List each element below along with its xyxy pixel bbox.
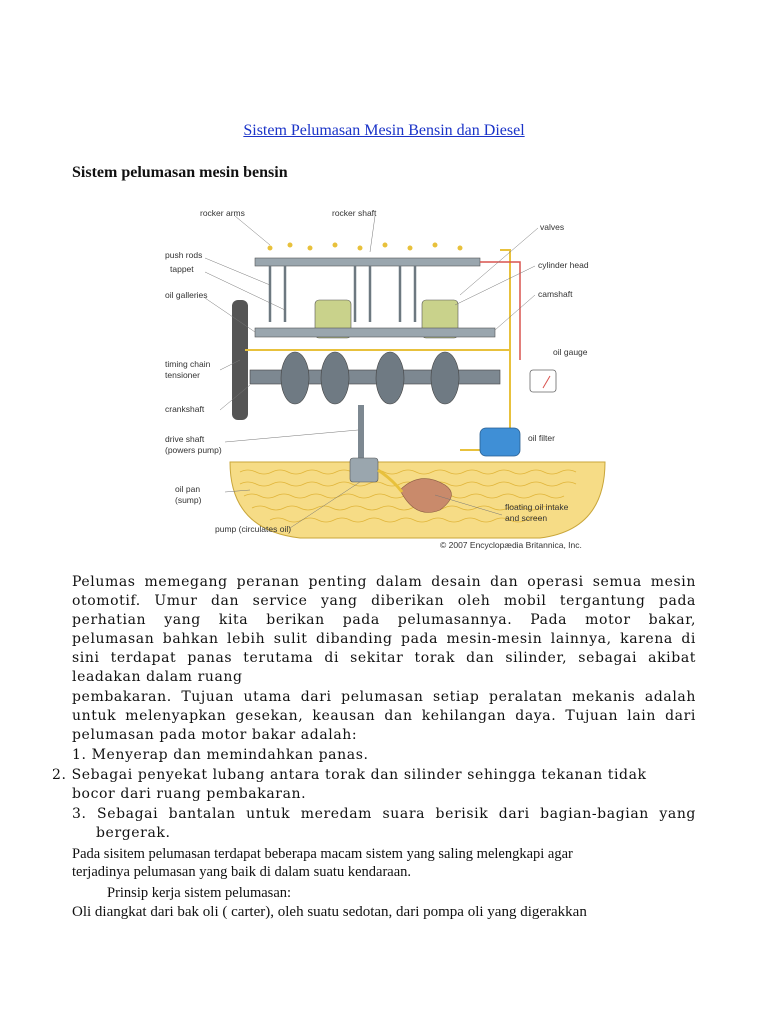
figure-copyright: © 2007 Encyclopædia Britannica, Inc. [440,540,582,550]
pressure-line [480,262,520,360]
label-oil-filter: oil filter [528,433,555,443]
label-rocker-arms: rocker arms [200,208,245,218]
list-item-2-cont: bocor dari ruang pembakaran. [72,786,307,802]
list-item-3: 3. Sebagai bantalan untuk meredam suara berisik dari bagian-bagian yang [72,806,696,822]
oil-drops-top [268,243,463,251]
label-pump: pump (circulates oil) [215,524,292,534]
label-floating-intake: floating oil intake [505,502,569,512]
oil-pump [350,458,378,482]
document-title[interactable]: Sistem Pelumasan Mesin Bensin dan Diesel [243,122,525,139]
engine-diagram-svg [160,200,615,560]
label-sump: (sump) [175,495,202,505]
body-line-7: pembakaran. Tujuan utama dari pelumasan setiap peralatan mekanis adalah [72,689,696,705]
body-line-5: sini terdapat panas terutama di sekitar torak dan silinder, sebagai akibat [72,650,696,666]
label-powers-pump: (powers pump) [165,445,222,455]
label-crankshaft: crankshaft [165,404,205,414]
label-rocker-shaft: rocker shaft [332,208,377,218]
paragraph-4: Oli diangkat dari bak oli ( carter), oleh suatu sedotan, dari pompa oli yang digerakkan [72,904,587,920]
list-item-2: 2. Sebagai penyekat lubang antara torak dan silinder sehingga tekanan tidak [52,767,647,783]
label-tensioner: tensioner [165,370,200,380]
body-line-6: leadakan dalam ruang [72,669,243,685]
body-line-9: pelumasan pada motor bakar adalah: [72,727,358,743]
label-cylinder-head: cylinder head [538,260,589,270]
label-camshaft: camshaft [538,289,573,299]
list-item-1: 1. Menyerap dan memindahkan panas. [72,747,369,763]
paragraph-2-line-2: terjadinya pelumasan yang baik di dalam suatu kendaraan. [72,864,412,880]
body-line-3: perhatian yang kita berikan pada pelumasannya. Pada motor bakar, [72,612,696,628]
oil-gauge [530,370,556,392]
paragraph-2-line-1: Pada sisitem pelumasan terdapat beberapa macam sistem yang saling melengkapi agar [72,846,573,862]
body-line-1: Pelumas memegang peranan penting dalam desain dan operasi semua mesin [72,574,696,590]
label-push-rods: push rods [165,250,203,260]
body-line-8: untuk melenyapkan gesekan, keausan dan kehilangan daya. Tujuan lain dari [72,708,696,724]
label-timing-chain: timing chain [165,359,211,369]
label-oil-gauge: oil gauge [553,347,588,357]
rocker-shaft [255,258,480,266]
drive-shaft [358,405,364,465]
body-line-2: otomotif. Umur dan service yang diberikan oleh mobil tergantung pada [72,593,696,609]
label-and-screen: and screen [505,513,548,523]
label-tappet: tappet [170,264,194,274]
list-item-3-cont: bergerak. [96,825,171,841]
label-oil-galleries: oil galleries [165,290,208,300]
paragraph-3: Prinsip kerja sistem pelumasan: [107,885,292,901]
label-drive-shaft: drive shaft [165,434,205,444]
section-heading: Sistem pelumasan mesin bensin [72,164,288,181]
oil-filter [480,428,520,456]
body-line-4: pelumasan bahkan lebih sulit dibanding pada mesin-mesin lainnya, karena di [72,631,696,647]
camshaft [255,328,495,337]
lubrication-system-diagram [160,200,615,560]
label-valves: valves [540,222,565,232]
label-oil-pan: oil pan [175,484,201,494]
